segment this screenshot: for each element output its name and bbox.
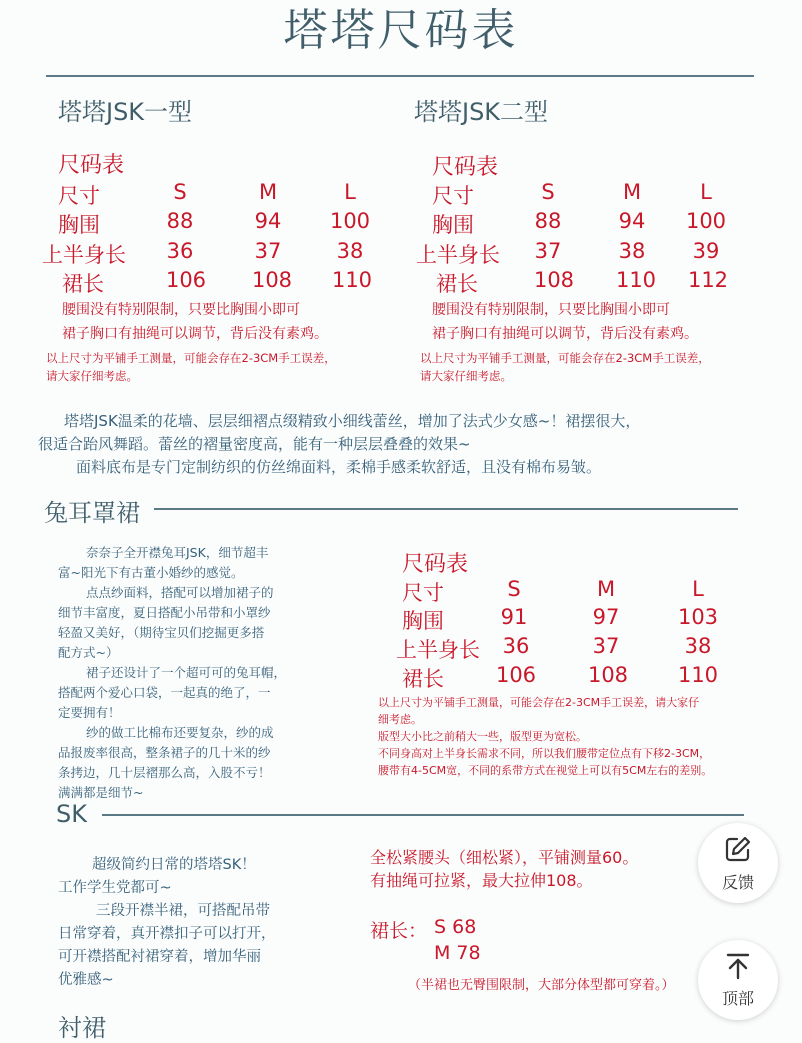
rabbit-header-m: M <box>596 577 616 601</box>
jsk2-title: 塔塔JSK二型 <box>414 98 549 126</box>
sk-waist-line-2: 有抽绳可拉紧，最大拉伸108。 <box>370 871 593 890</box>
jsk2-header-label: 尺寸 <box>432 184 474 208</box>
rabbit-note-line: 不同身高对上半身长需求不同，所以我们腰带定位点有下移2-3CM， <box>378 747 711 760</box>
sk-description <box>58 854 358 992</box>
rabbit-note-line: 以上尺寸为平铺手工测量，可能会存在2-3CM手工误差，请大家仔 <box>378 696 700 709</box>
jsk2-measure-1: 以上尺寸为平铺手工测量，可能会存在2-3CM手工误差， <box>420 351 710 365</box>
jsk1-row-chest-m: 94 <box>254 209 282 233</box>
rabbit-notes <box>378 694 778 779</box>
jsk2-row-chest-m: 94 <box>618 209 646 233</box>
jsk2-row-length-m: 110 <box>615 268 657 292</box>
page-title: 塔塔尺码表 <box>283 5 519 56</box>
jsk1-row-upper-m: 37 <box>254 239 282 263</box>
jsk2-row-upper-l: 39 <box>692 239 720 263</box>
rabbit-row-upper-m: 37 <box>592 634 620 658</box>
jsk2-header-s: S <box>541 180 555 204</box>
sk-desc-line: 日常穿着，真开襟扣子可以打开， <box>58 926 276 942</box>
sk-length-m: M 78 <box>434 942 481 964</box>
rabbit-row-chest-s: 91 <box>500 605 528 629</box>
rabbit-description <box>58 543 358 803</box>
sk-desc-line: 工作学生党都可~ <box>58 880 172 896</box>
jsk1-measure-1: 以上尺寸为平铺手工测量，可能会存在2-3CM手工误差， <box>46 351 336 365</box>
jsk2-row-upper-label: 上半身长 <box>416 243 500 267</box>
sk-length-label: 裙长： <box>370 920 428 942</box>
rabbit-row-upper-label: 上半身长 <box>396 638 480 662</box>
jsk2-row-chest-l: 100 <box>685 209 727 233</box>
rabbit-desc-line: 奈奈子全开襟兔耳JSK，细节超丰 <box>86 545 269 560</box>
rabbit-row-length-label: 裙长 <box>402 667 444 691</box>
sk-waist-line-1: 全松紧腰头（细松紧），平铺测量60。 <box>370 848 639 867</box>
jsk2-header-l: L <box>700 180 712 204</box>
sk-desc-line: 三段开襟半裙，可搭配吊带 <box>96 903 270 919</box>
jsk2-row-upper-m: 38 <box>618 239 646 263</box>
rabbit-desc-line: 富~阳光下有古董小婚纱的感觉。 <box>58 565 244 580</box>
jsk1-row-upper-label: 上半身长 <box>42 243 126 267</box>
jsk1-row-length-l: 110 <box>331 268 373 292</box>
rabbit-divider <box>154 508 738 510</box>
rabbit-row-chest-m: 97 <box>592 605 620 629</box>
jsk1-header-m: M <box>258 180 278 204</box>
rabbit-desc-line: 细节丰富度，夏日搭配小吊带和小罩纱 <box>58 605 271 620</box>
rabbit-desc-line: 配方式~） <box>58 645 119 660</box>
jsk1-title: 塔塔JSK一型 <box>58 98 193 126</box>
sk-length-s: S 68 <box>434 916 477 938</box>
rabbit-row-upper-s: 36 <box>502 634 530 658</box>
jsk1-note-2: 裙子胸口有抽绳可以调节，背后没有素鸡。 <box>62 326 328 342</box>
jsk2-row-length-label: 裙长 <box>436 272 478 296</box>
rabbit-desc-line: 品报废率很高，整条裙子的几十米的纱 <box>58 745 271 760</box>
jsk2-measure-2: 请大家仔细考虑。 <box>420 369 512 383</box>
rabbit-section-title: 兔耳罩裙 <box>44 499 140 527</box>
jsk1-row-chest-s: 88 <box>166 209 194 233</box>
next-section-title: 衬裙 <box>58 1014 106 1042</box>
jsk2-table-title: 尺码表 <box>432 155 499 180</box>
jsk1-measure-2: 请大家仔细考虑。 <box>46 369 138 383</box>
jsk2-row-upper-s: 37 <box>534 239 562 263</box>
rabbit-note-line: 版型大小比之前稍大一些，版型更为宽松。 <box>378 730 587 743</box>
sk-section-title: SK <box>56 800 87 828</box>
jsk1-table-title: 尺码表 <box>58 153 125 178</box>
rabbit-row-length-s: 106 <box>495 663 537 687</box>
rabbit-desc-line: 搭配两个爱心口袋，一起真的绝了，一 <box>58 685 271 700</box>
sk-desc-line: 可开襟搭配衬裙穿着，增加华丽 <box>58 949 261 965</box>
rabbit-row-upper-l: 38 <box>684 634 712 658</box>
rabbit-note-line: 腰带有4-5CM宽，不同的系带方式在视觉上可以有5CM左右的差别。 <box>378 764 713 777</box>
rabbit-row-length-m: 108 <box>587 663 629 687</box>
rabbit-desc-line: 满满都是细节~ <box>58 785 144 800</box>
sk-footnote: （半裙也无臀围限制，大部分体型都可穿着。） <box>408 978 675 993</box>
rabbit-row-chest-label: 胸围 <box>402 609 444 633</box>
jsk1-row-upper-s: 36 <box>166 239 194 263</box>
rabbit-row-length-l: 110 <box>677 663 719 687</box>
edit-icon <box>723 834 753 870</box>
sk-desc-line: 超级简约日常的塔塔SK！ <box>92 857 256 873</box>
title-divider <box>46 75 754 77</box>
arrow-up-icon <box>724 952 752 986</box>
feedback-label: 反馈 <box>721 872 754 892</box>
rabbit-desc-line: 条拷边，几十层褶那么高，入股不亏！ <box>58 765 271 780</box>
rabbit-table-title: 尺码表 <box>402 552 469 577</box>
jsk2-note-1: 腰围没有特别限制，只要比胸围小即可 <box>432 302 670 318</box>
jsk1-row-upper-l: 38 <box>336 239 364 263</box>
rabbit-row-chest-l: 103 <box>677 605 719 629</box>
back-to-top-button[interactable] <box>698 940 778 1020</box>
jsk1-row-length-s: 106 <box>165 268 207 292</box>
rabbit-desc-line: 纱的做工比棉布还要复杂，纱的成 <box>86 725 274 740</box>
sk-divider <box>102 814 744 816</box>
intro-line-1: 塔塔JSK温柔的花墙、层层细褶点缀精致小细线蕾丝，增加了法式少女感~！裙摆很大， <box>64 412 641 430</box>
jsk2-row-chest-s: 88 <box>534 209 562 233</box>
rabbit-desc-line: 裙子还设计了一个超可可的兔耳帽， <box>86 665 287 680</box>
rabbit-desc-line: 定要拥有！ <box>58 705 121 720</box>
jsk1-row-chest-label: 胸围 <box>58 213 100 237</box>
jsk2-note-2: 裙子胸口有抽绳可以调节，背后没有素鸡。 <box>432 326 698 342</box>
rabbit-note-line: 细考虑。 <box>378 713 422 726</box>
back-to-top-label: 顶部 <box>721 988 754 1008</box>
jsk1-header-l: L <box>344 180 356 204</box>
jsk2-header-m: M <box>622 180 642 204</box>
intro-line-3: 面料底布是专门定制纺织的仿丝绵面料，柔棉手感柔软舒适，且没有棉布易皱。 <box>76 458 602 476</box>
jsk1-note-1: 腰围没有特别限制，只要比胸围小即可 <box>62 302 300 318</box>
rabbit-header-s: S <box>507 577 521 601</box>
jsk1-header-label: 尺寸 <box>58 184 100 208</box>
jsk1-row-length-m: 108 <box>251 268 293 292</box>
jsk2-row-chest-label: 胸围 <box>432 213 474 237</box>
rabbit-desc-line: 轻盈又美好，（期待宝贝们挖掘更多搭 <box>58 625 265 640</box>
rabbit-header-l: L <box>692 577 704 601</box>
rabbit-desc-line: 点点纱面料，搭配可以增加裙子的 <box>86 585 274 600</box>
jsk1-row-length-label: 裙长 <box>62 272 104 296</box>
jsk2-row-length-s: 108 <box>533 268 575 292</box>
jsk1-header-s: S <box>173 180 187 204</box>
jsk1-row-chest-l: 100 <box>329 209 371 233</box>
sk-desc-line: 优雅感~ <box>58 972 114 988</box>
rabbit-header-label: 尺寸 <box>402 581 444 605</box>
jsk2-row-length-l: 112 <box>687 268 729 292</box>
intro-line-2: 很适合跆风舞蹈。蕾丝的褶量密度高，能有一种层层叠叠的效果~ <box>38 435 471 453</box>
feedback-button[interactable] <box>698 823 778 903</box>
